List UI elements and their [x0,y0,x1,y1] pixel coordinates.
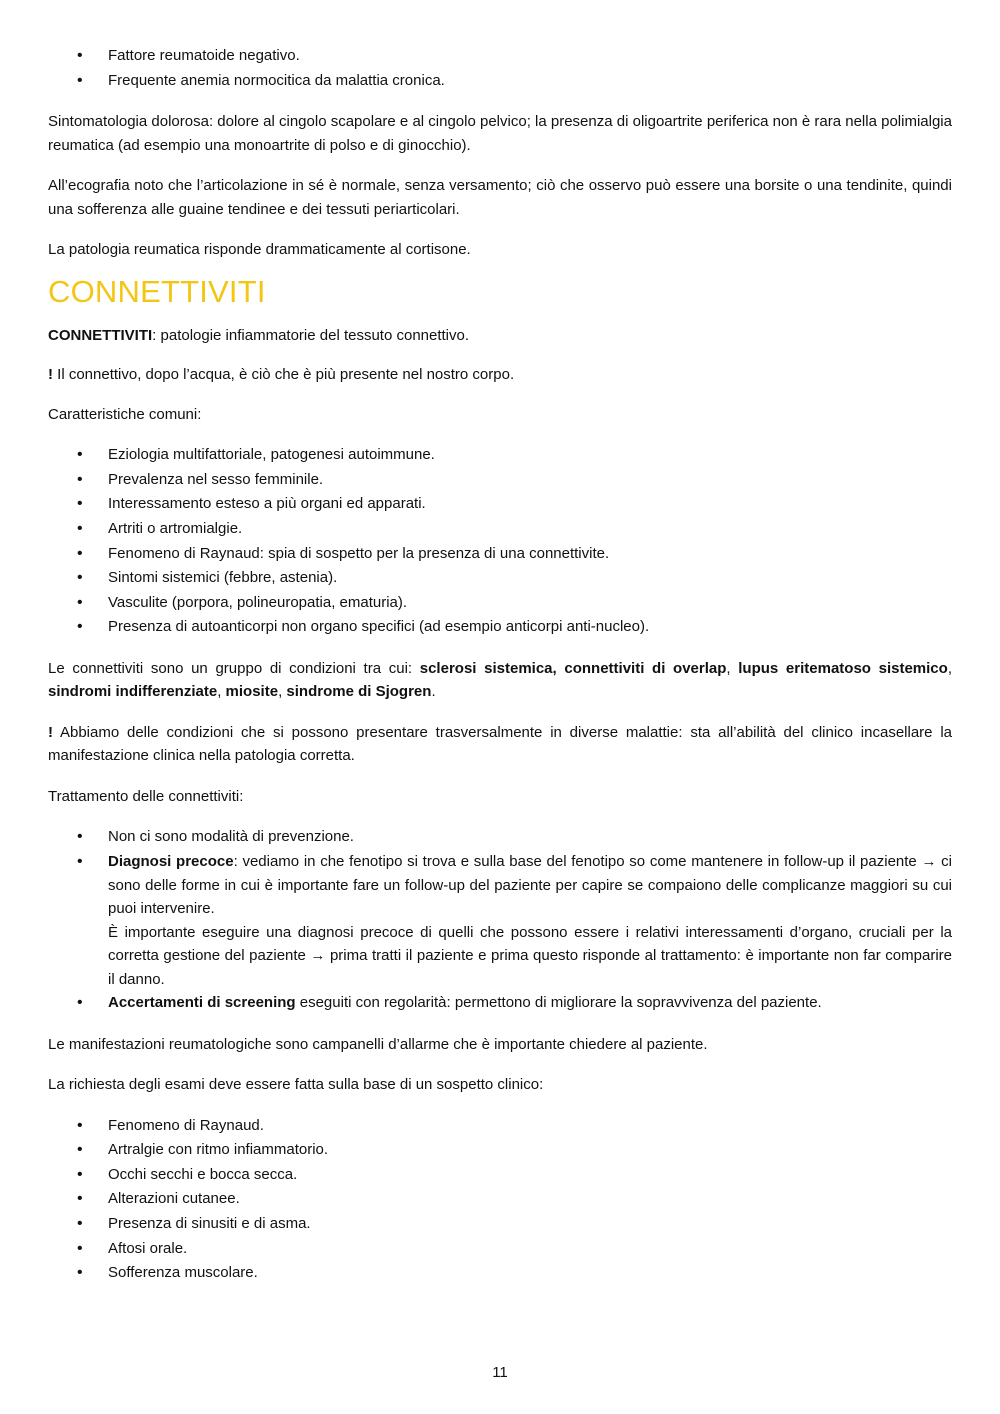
text-span: Le connettiviti sono un gruppo di condizioni tra cui: [48,659,420,677]
bold-term: Diagnosi precoce [108,853,234,871]
gruppo-paragraph [48,657,952,704]
separator: . [431,683,436,701]
list-item [48,991,952,1016]
text-span: eseguiti con regolarità: permettono di migliorare la sopravvivenza del paziente. [295,994,822,1012]
list-item: • Non ci sono modalità di prevenzione. [48,825,952,850]
text-span: È importante eseguire una diagnosi precoce di quelli che possono essere i relativi interessamenti d’organo, cruciali per la corretta gestione del paziente → prima tratti il paziente e prima questo risponde al trattamento: è importante non far comparire il danno. [108,923,952,988]
list-item: • Artriti o artromialgie. [48,517,952,542]
list-item: • Frequente anemia normocitica da malattia cronica. [48,69,952,94]
bold-term: sindromi indifferenziate [48,683,218,701]
list-item: • Presenza di autoanticorpi non organo specifici (ad esempio anticorpi anti-nucleo). [48,615,952,640]
note-text: Abbiamo delle condizioni che si possono presentare trasversalmente in diverse malattie: sta all’abilità del clinico incasellare la manifestazione clinica nella patologia corretta. [48,723,952,765]
trattamento-list [48,825,952,1015]
bold-term: Accertamenti di screening [108,994,296,1012]
note-mark: ! [48,366,53,384]
note-text: Il connettivo, dopo l’acqua, è ciò che è più presente nel nostro corpo. [53,366,515,384]
note-paragraph-2 [48,721,952,768]
bold-term: sindrome di Sjogren [286,683,432,701]
definition-paragraph [48,324,952,348]
trattamento-intro: Trattamento delle connettiviti: [48,787,244,805]
bold-term: miosite [225,683,279,701]
list-item [48,850,952,991]
definition-term: CONNETTIVITI [48,326,153,344]
text-span: : vediamo in che fenotipo si trova e sulla base del fenotipo so come mantenere in follow-up il paziente → ci sono delle forme in cui è importante fare un follow-up del paziente per capire se compaiono delle complicanze maggiori su cui puoi intervenire. [108,853,952,918]
note-mark: ! [48,723,53,741]
separator: , [947,659,952,677]
bold-term: lupus eritematoso sistemico [738,659,948,677]
separator: , [278,683,287,701]
list-item: • Fenomeno di Raynaud. [48,1114,952,1139]
caratteristiche-intro: Caratteristiche comuni: [48,405,202,423]
separator: , [726,659,739,677]
paragraph-cortisone: La patologia reumatica risponde drammaticamente al cortisone. [48,241,471,259]
list-item: • Vasculite (porpora, polineuropatia, ematuria). [48,591,952,616]
esami-intro: La richiesta degli esami deve essere fatta sulla base di un sospetto clinico: [48,1076,544,1094]
list-item: • Artralgie con ritmo infiammatorio. [48,1138,952,1163]
section-heading: CONNETTIVITI [48,273,266,309]
definition-text: : patologie infiammatorie del tessuto connettivo. [152,326,470,344]
list-item: • Occhi secchi e bocca secca. [48,1163,952,1188]
list-item: • Prevalenza nel sesso femminile. [48,468,952,493]
paragraph-campanelli: Le manifestazioni reumatologiche sono campanelli d’allarme che è importante chiedere al paziente. [48,1035,708,1053]
bold-term: connettiviti di overlap [564,659,727,677]
list-item: • Presenza di sinusiti e di asma. [48,1212,952,1237]
separator: , [552,659,565,677]
list-item: • Fenomeno di Raynaud: spia di sospetto per la presenza di una connettivite. [48,542,952,567]
top-bullet-list [48,44,952,93]
esami-list [48,1114,952,1286]
note-paragraph-1 [48,363,952,387]
list-item: • Alterazioni cutanee. [48,1187,952,1212]
list-item: • Fattore reumatoide negativo. [48,44,952,69]
list-item: • Eziologia multifattoriale, patogenesi autoimmune. [48,443,952,468]
list-item: • Sintomi sistemici (febbre, astenia). [48,566,952,591]
paragraph-ecografia: All’ecografia noto che l’articolazione in sé è normale, senza versamento; ciò che osservo può essere una borsite o una tendinite, quindi una sofferenza alle guaine tendinee e dei tessuti periarticolari. [48,177,952,218]
caratteristiche-list [48,443,952,640]
list-item: • Interessamento esteso a più organi ed apparati. [48,492,952,517]
paragraph-sintomatologia: Sintomatologia dolorosa: dolore al cingolo scapolare e al cingolo pelvico; la presenza di oligoartrite periferica non è rara nella polimialgia reumatica (ad esempio una monoartrite di polso e di ginocchio). [48,113,952,154]
document-page [48,44,952,1286]
list-item: • Aftosi orale. [48,1237,952,1262]
page-number: 11 [492,1364,508,1381]
bold-term: sclerosi sistemica [419,659,553,677]
separator: , [217,683,226,701]
list-item: • Sofferenza muscolare. [48,1261,952,1286]
